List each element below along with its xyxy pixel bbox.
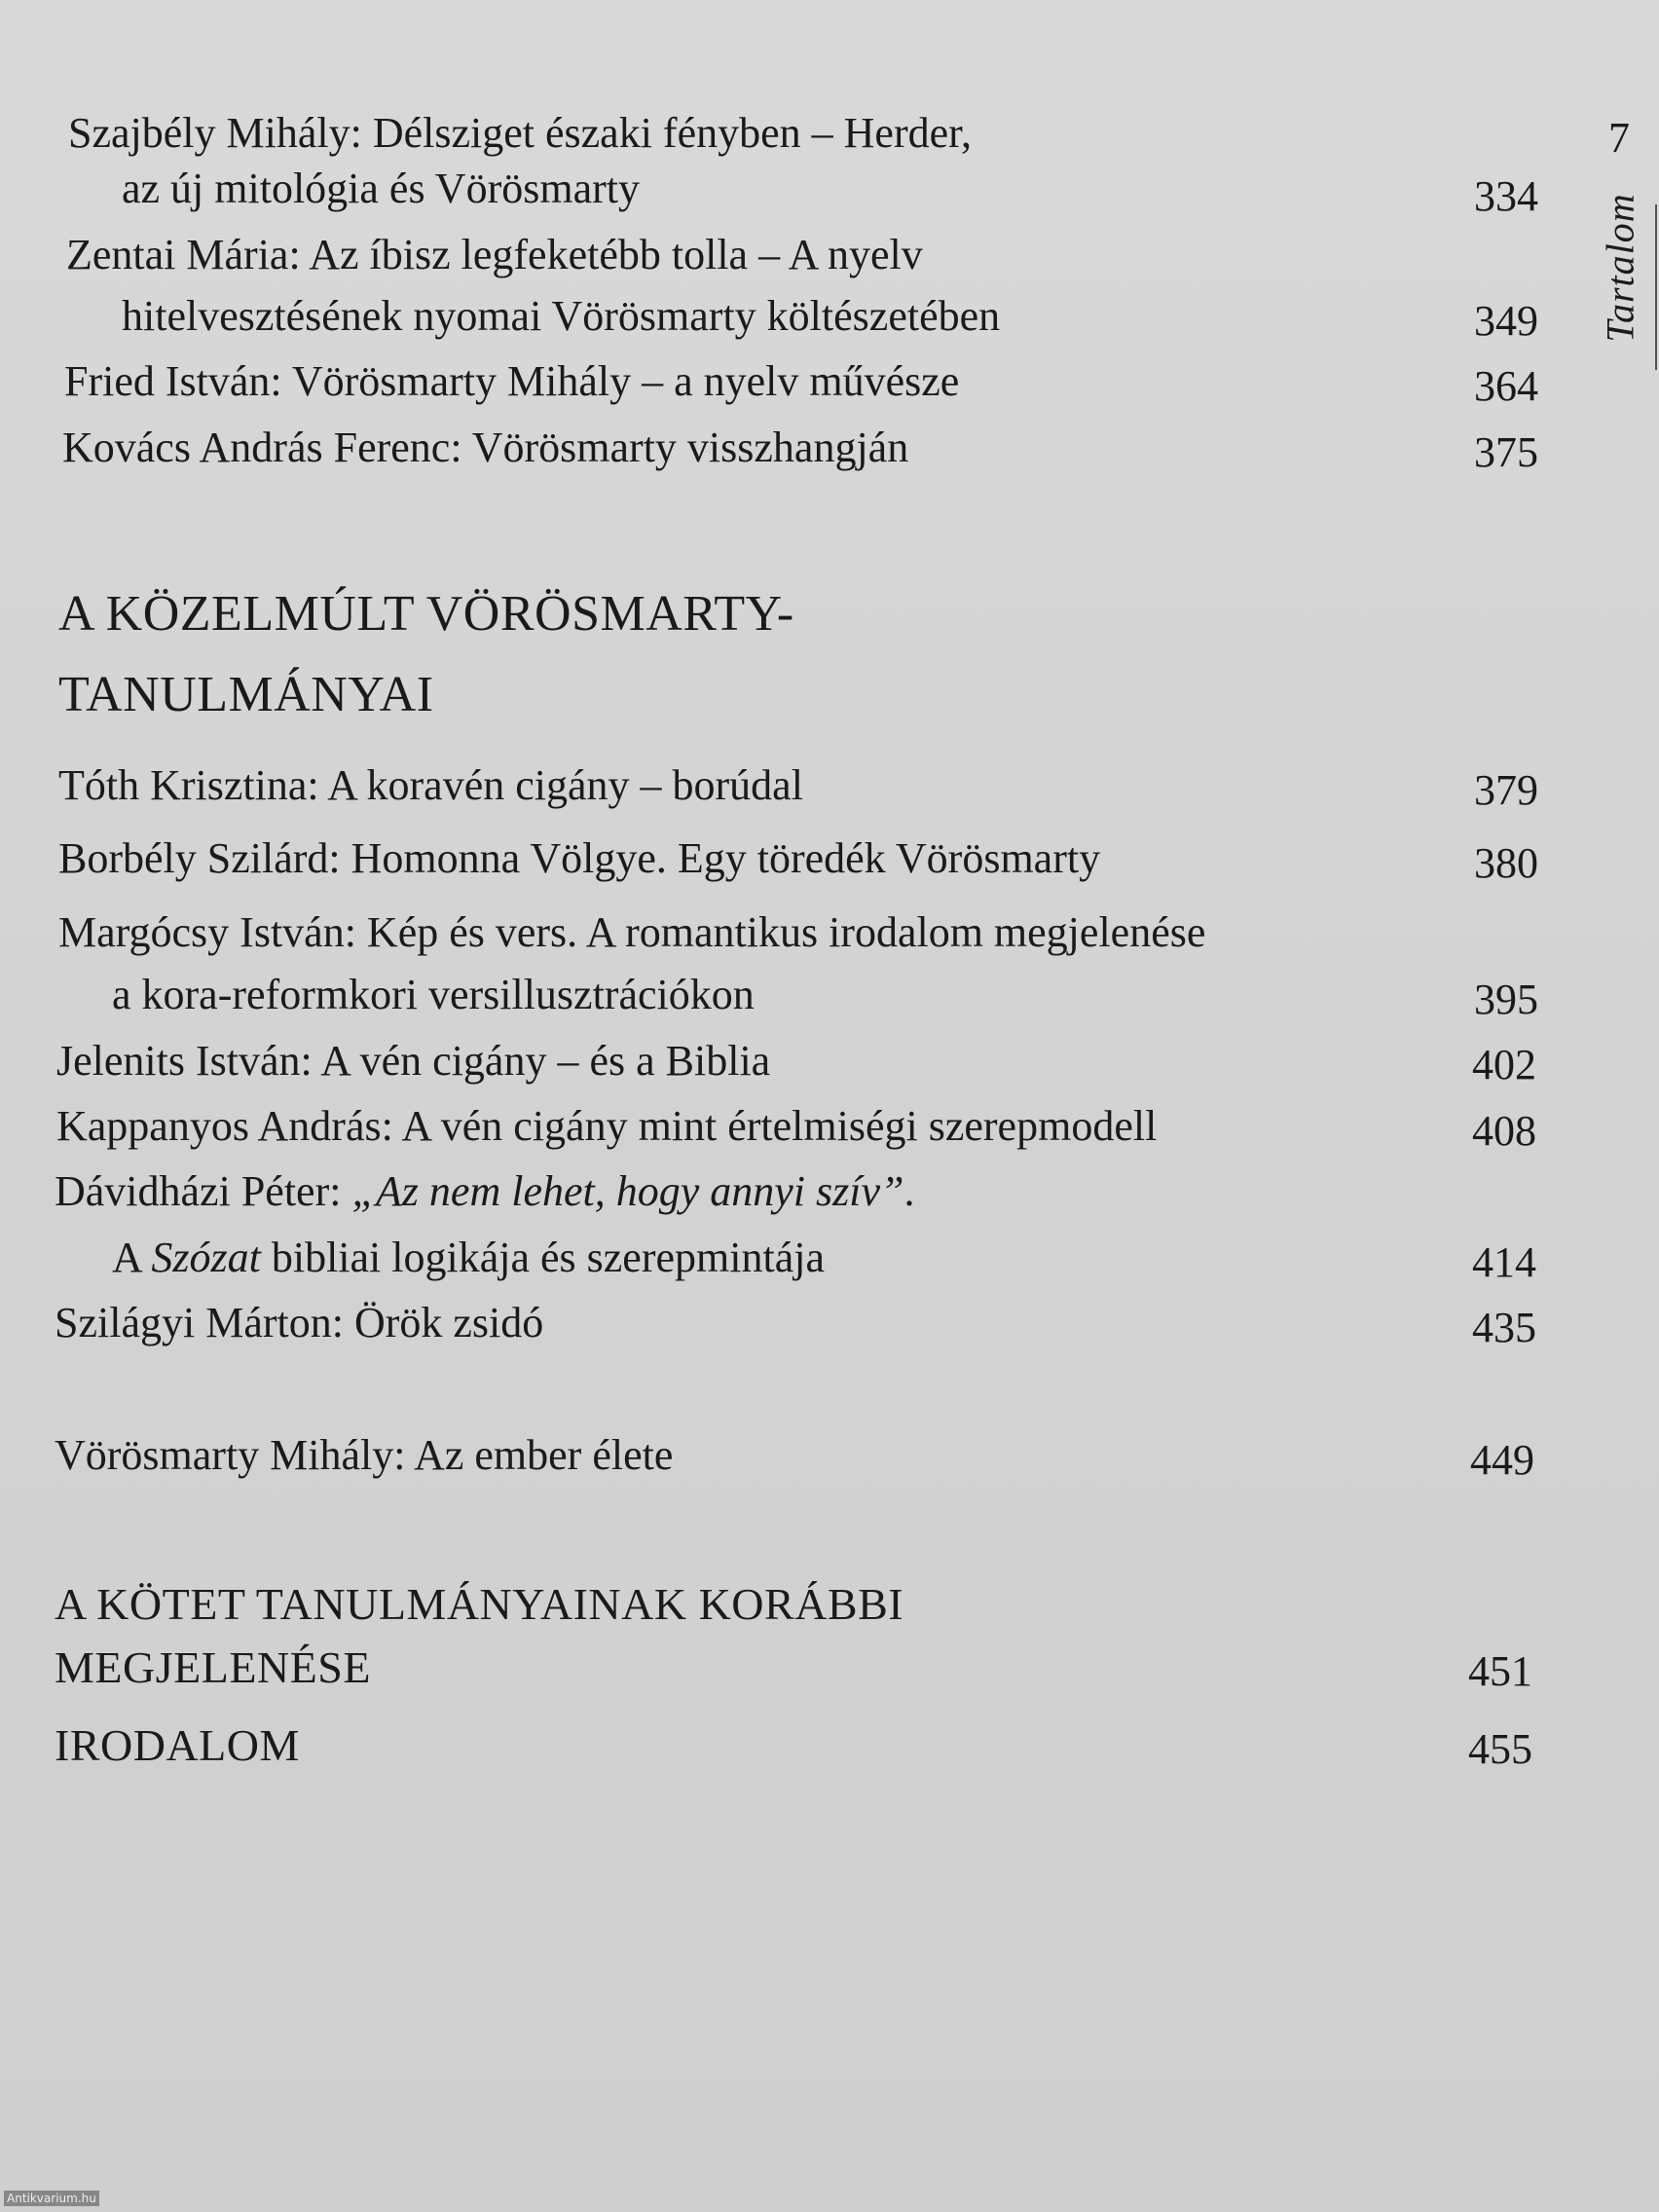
toc-text: A xyxy=(112,1234,152,1281)
toc-page-number: 449 xyxy=(1470,1436,1534,1484)
toc-entry-line: Margócsy István: Kép és vers. A romantikus irodalom megjelenése xyxy=(58,908,1206,956)
toc-page-number: 402 xyxy=(1472,1041,1536,1088)
running-head: Tartalom xyxy=(1598,193,1642,343)
toc-entry-line: Kovács András Ferenc: Vörösmarty visszhangján xyxy=(62,424,909,471)
toc-punct: . xyxy=(903,1167,915,1215)
toc-page-number: 451 xyxy=(1468,1647,1532,1695)
toc-page-number: 395 xyxy=(1474,976,1538,1023)
toc-title-italic: „Az nem lehet, hogy annyi szív” xyxy=(351,1167,904,1215)
toc-page-number: 455 xyxy=(1468,1725,1532,1773)
toc-entry-line: Kappanyos András: A vén cigány mint értelmiségi szerepmodell xyxy=(56,1102,1158,1150)
toc-title-italic: Szózat xyxy=(151,1234,261,1281)
toc-entry-line: Tóth Krisztina: A koravén cigány – borúdal xyxy=(58,761,803,809)
toc-text: bibliai logikája és szerepmintája xyxy=(260,1234,825,1281)
toc-entry-line: Fried István: Vörösmarty Mihály – a nyelv művésze xyxy=(64,357,960,405)
back-matter-heading: A KÖTET TANULMÁNYAINAK KORÁBBI xyxy=(55,1579,904,1629)
toc-page-number: 364 xyxy=(1474,362,1538,410)
toc-page-number: 408 xyxy=(1472,1107,1536,1155)
toc-page-number: 379 xyxy=(1474,766,1538,814)
toc-page-number: 375 xyxy=(1474,428,1538,476)
section-heading: A KÖZELMÚLT VÖRÖSMARTY- xyxy=(58,586,794,642)
back-matter-heading: IRODALOM xyxy=(55,1720,300,1770)
toc-page-number: 334 xyxy=(1474,172,1538,220)
toc-author: Dávidházi Péter: xyxy=(55,1167,352,1215)
margin-rule xyxy=(1655,204,1657,370)
toc-page-number: 349 xyxy=(1474,297,1538,345)
toc-entry-line: az új mitológia és Vörösmarty xyxy=(122,165,640,212)
toc-entry-line: Borbély Szilárd: Homonna Völgye. Egy töredék Vörösmarty xyxy=(58,834,1101,882)
toc-entry-line xyxy=(112,1236,825,1279)
toc-entry-line: Vörösmarty Mihály: Az ember élete xyxy=(55,1431,674,1479)
toc-entry-line xyxy=(55,1167,915,1215)
toc-entry-line: Szajbély Mihály: Délsziget északi fényben – Herder, xyxy=(68,109,973,157)
toc-entry-line: Jelenits István: A vén cigány – és a Biblia xyxy=(56,1037,771,1085)
toc-page-number: 414 xyxy=(1472,1238,1536,1286)
toc-entry-line: hitelvesztésének nyomai Vörösmarty költészetében xyxy=(122,292,1001,340)
toc-entry-line: a kora-reformkori versillusztrációkon xyxy=(112,971,755,1018)
toc-entry-line: Zentai Mária: Az íbisz legfeketébb tolla – A nyelv xyxy=(66,231,923,278)
section-heading: TANULMÁNYAI xyxy=(58,667,434,722)
toc-page-number: 380 xyxy=(1474,839,1538,887)
toc-page-number: 435 xyxy=(1472,1304,1536,1351)
back-matter-heading: MEGJELENÉSE xyxy=(55,1642,371,1692)
toc-entry-line: Szilágyi Márton: Örök zsidó xyxy=(55,1299,544,1346)
watermark: Antikvarium.hu xyxy=(4,2191,99,2206)
page-number: 7 xyxy=(1608,114,1630,162)
